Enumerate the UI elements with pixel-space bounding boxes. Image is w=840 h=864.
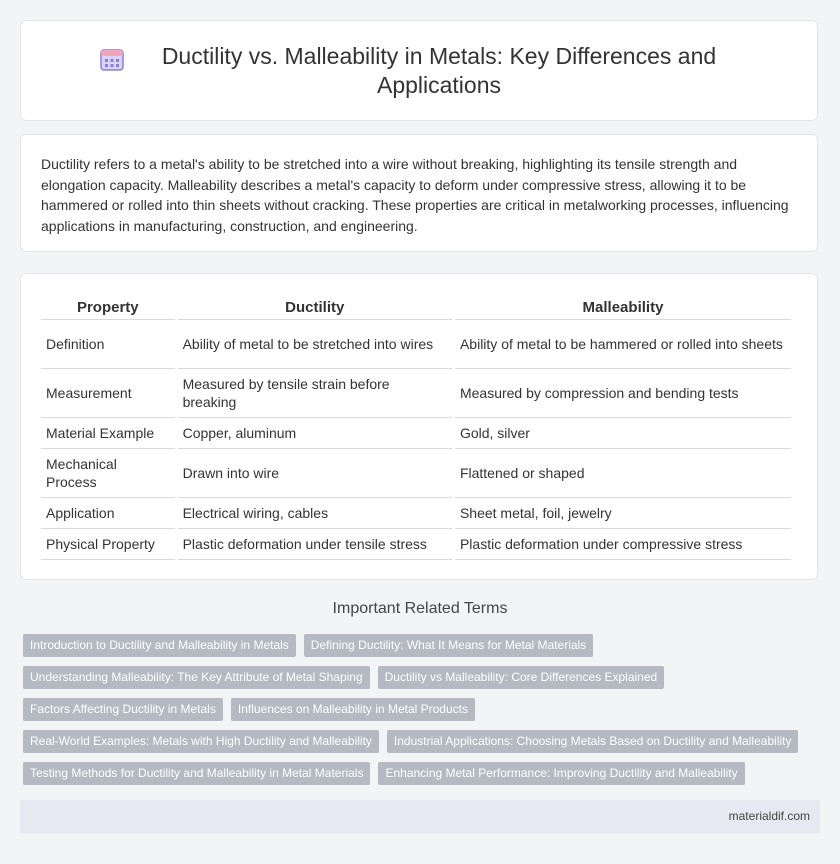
table-row (41, 449, 791, 498)
tag-row (23, 730, 823, 753)
table-cell: Material Example (41, 418, 175, 449)
footer (20, 800, 820, 833)
table-row (41, 320, 791, 369)
related-term-tag[interactable]: Influences on Malleability in Metal Products (231, 698, 475, 721)
related-term-tag[interactable]: Ductility vs Malleability: Core Differences Explained (378, 666, 665, 689)
table-header-row (41, 296, 791, 320)
table-row (41, 498, 791, 529)
table-cell: Plastic deformation under tensile stress (178, 529, 452, 560)
table-cell: Ability of metal to be hammered or rolled into sheets (455, 320, 791, 369)
table-row (41, 529, 791, 560)
table-cell: Sheet metal, foil, jewelry (455, 498, 791, 529)
page-title: Ductility vs. Malleability in Metals: Key Differences and Applications (161, 42, 717, 98)
related-term-tag[interactable]: Defining Ductility: What It Means for Metal Materials (304, 634, 593, 657)
table-cell: Measured by compression and bending tests (455, 369, 791, 418)
header-ductility: Ductility (178, 296, 452, 320)
related-term-tag[interactable]: Real-World Examples: Metals with High Ductility and Malleability (23, 730, 379, 753)
table-row (41, 369, 791, 418)
table-cell: Definition (41, 320, 175, 369)
comparison-table (38, 296, 794, 560)
related-term-tag[interactable]: Introduction to Ductility and Malleability in Metals (23, 634, 296, 657)
related-term-tag[interactable]: Enhancing Metal Performance: Improving Ductility and Malleability (378, 762, 744, 785)
calendar-icon (99, 46, 125, 72)
footer-site-link[interactable]: materialdif.com (728, 809, 810, 823)
intro-paragraph: Ductility refers to a metal's ability to be stretched into a wire without breaking, highlighting its tensile strength and elongation capacity. Malleability describes a metal's capacity to deform under compressive stress, allowing it to be hammered or rolled into thin sheets without cracking. These properties are critical in metalworking processes, influencing applications in manufacturing, construction, and engineering. (41, 156, 789, 234)
tag-row (23, 762, 823, 785)
table-row (41, 418, 791, 449)
table-cell: Mechanical Process (41, 449, 175, 498)
comparison-card (20, 273, 818, 580)
tag-row (23, 634, 823, 657)
table-cell: Physical Property (41, 529, 175, 560)
table-cell: Application (41, 498, 175, 529)
table-cell: Flattened or shaped (455, 449, 791, 498)
table-cell: Measurement (41, 369, 175, 418)
title-wrap (99, 42, 739, 100)
tag-row (23, 698, 823, 721)
related-terms-list (23, 634, 823, 794)
table-cell: Copper, aluminum (178, 418, 452, 449)
table-cell: Ability of metal to be stretched into wires (178, 320, 452, 369)
table-cell: Gold, silver (455, 418, 791, 449)
table-cell: Drawn into wire (178, 449, 452, 498)
related-term-tag[interactable]: Factors Affecting Ductility in Metals (23, 698, 223, 721)
intro-card (20, 134, 818, 252)
tag-row (23, 666, 823, 689)
table-cell: Plastic deformation under compressive stress (455, 529, 791, 560)
header-malleability: Malleability (455, 296, 791, 320)
table-cell: Electrical wiring, cables (178, 498, 452, 529)
header-property: Property (41, 296, 175, 320)
related-term-tag[interactable]: Understanding Malleability: The Key Attribute of Metal Shaping (23, 666, 370, 689)
title-card (20, 20, 818, 121)
table-cell: Measured by tensile strain before breaking (178, 369, 452, 418)
related-terms-heading: Important Related Terms (332, 600, 508, 617)
related-term-tag[interactable]: Testing Methods for Ductility and Malleability in Metal Materials (23, 762, 370, 785)
related-term-tag[interactable]: Industrial Applications: Choosing Metals Based on Ductility and Malleability (387, 730, 799, 753)
